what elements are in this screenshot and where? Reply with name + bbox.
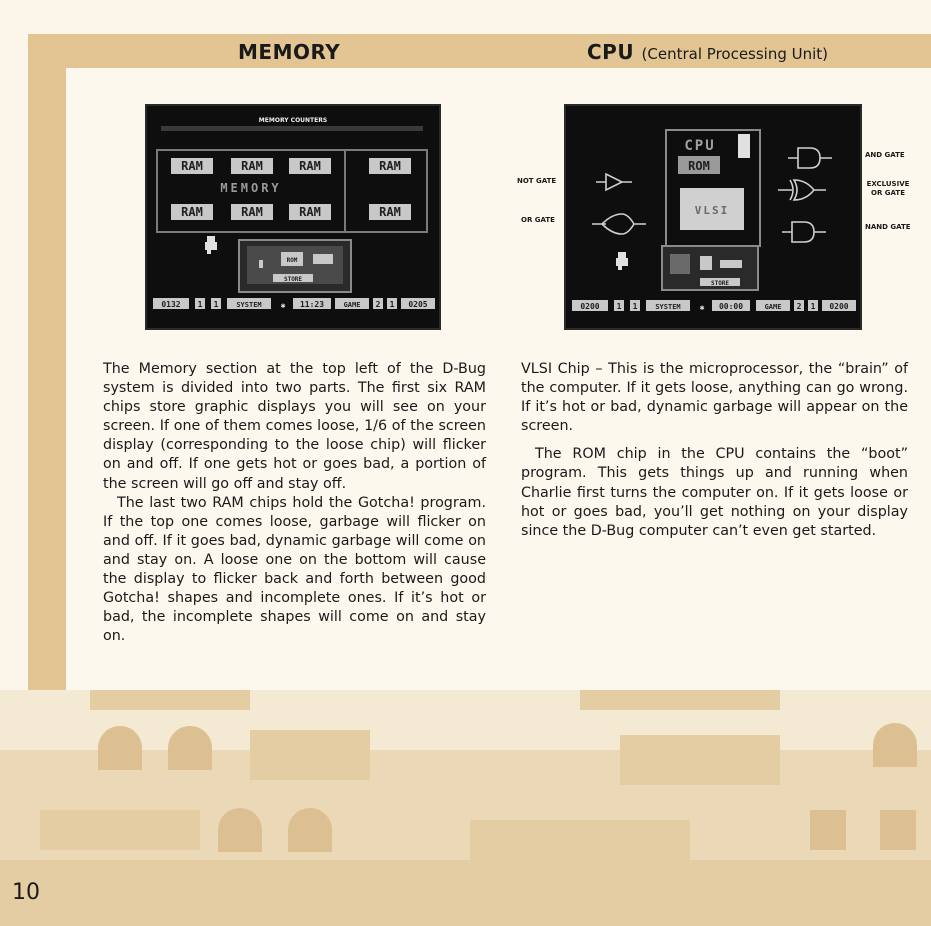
status-digit: 1 — [213, 300, 219, 309]
memory-screenshot-art — [147, 106, 439, 328]
status-counter: 0200 — [829, 302, 849, 311]
and-gate-label: AND GATE — [865, 151, 905, 159]
memory-paragraph: The last two RAM chips hold the Gotcha! program. If the top one comes loose, garbage will flicker on and off. If it goes bad, dynamic garbage will come on and stay on. A loose one on the bottom will cause the display to flicker back and forth between good Gotcha! shapes and incomplete ones. If it’s hot or bad, the incomplete shapes will come on and stay on. — [103, 494, 486, 645]
status-counter: 0205 — [408, 300, 428, 309]
xor-gate-label: EXCLUSIVE OR GATE — [866, 180, 910, 197]
memory-chip-label: MEMORY — [220, 181, 282, 195]
page-number: 10 — [12, 880, 40, 905]
status-counter: 0200 — [580, 302, 600, 311]
store-label: STORE — [710, 280, 730, 287]
ram-chip-label: RAM — [299, 205, 321, 219]
status-digit: 1 — [389, 300, 395, 309]
status-time: 00:00 — [718, 302, 744, 311]
status-digit: 1 — [632, 302, 638, 311]
cpu-screenshot — [564, 104, 862, 330]
ram-chip-label: RAM — [181, 205, 203, 219]
status-system: SYSTEM — [655, 303, 681, 311]
memory-heading — [238, 40, 340, 64]
status-game: GAME — [764, 303, 782, 311]
ram-chip-label: RAM — [241, 159, 263, 173]
status-digit: 2 — [375, 300, 381, 309]
status-system: SYSTEM — [236, 301, 262, 309]
ram-chip-label: RAM — [299, 159, 321, 173]
cpu-heading — [587, 40, 828, 64]
nand-gate-label: NAND GATE — [865, 223, 911, 231]
vlsi-chip-label: VLSI — [694, 204, 730, 217]
rom-chip-label: ROM — [688, 159, 710, 173]
memory-counters-title: MEMORY COUNTERS — [258, 117, 328, 124]
status-digit: 1 — [197, 300, 203, 309]
memory-heading-text: MEMORY — [238, 40, 341, 64]
floor-decoration — [0, 690, 931, 926]
status-digit: 1 — [810, 302, 816, 311]
ram-chip-label: RAM — [379, 205, 401, 219]
bug-icon: ✱ — [699, 303, 705, 312]
cpu-paragraph: VLSI Chip – This is the microprocessor, the “brain” of the computer. If it gets loose, anything can go wrong. If it’s hot or bad, dynamic garbage will appear on the screen. — [521, 361, 908, 435]
ram-chip-label: RAM — [181, 159, 203, 173]
not-gate-label: NOT GATE — [517, 177, 557, 185]
status-counter: 0132 — [161, 300, 181, 309]
store-label: STORE — [283, 276, 303, 283]
status-game: GAME — [343, 301, 361, 309]
cpu-screenshot-art — [566, 106, 860, 328]
or-gate-label: OR GATE — [521, 216, 555, 224]
cpu-subheading: (Central Processing Unit) — [641, 45, 829, 63]
status-digit: 2 — [796, 302, 802, 311]
cpu-heading-text: CPU — [587, 40, 635, 64]
cpu-description — [521, 360, 908, 541]
memory-paragraph: The Memory section at the top left of the D-Bug system is divided into two parts. The first six RAM chips store graphic displays you will see on your screen. If one of them comes loose, 1/6 of the screen display (corresponding to the loose chip) will flicker on and off. If one gets hot or goes bad, a portion of the screen will go off and stay off. — [103, 361, 486, 492]
ram-chip-label: RAM — [241, 205, 263, 219]
status-time: 11:23 — [299, 300, 325, 309]
cpu-paragraph: The ROM chip in the CPU contains the “boot” program. This gets things up and running when Charlie first turns the computer on. If it gets loose or hot or goes bad, you’ll get nothing on your display since the D-Bug computer can’t even get started. — [521, 446, 908, 539]
memory-screenshot — [145, 104, 441, 330]
rom-chip-label: ROM — [286, 257, 298, 264]
bug-icon: ✱ — [280, 301, 286, 310]
left-band — [28, 34, 66, 694]
status-digit: 1 — [616, 302, 622, 311]
memory-description — [103, 360, 486, 646]
cpu-chip-label: CPU — [684, 138, 716, 154]
ram-chip-label: RAM — [379, 159, 401, 173]
